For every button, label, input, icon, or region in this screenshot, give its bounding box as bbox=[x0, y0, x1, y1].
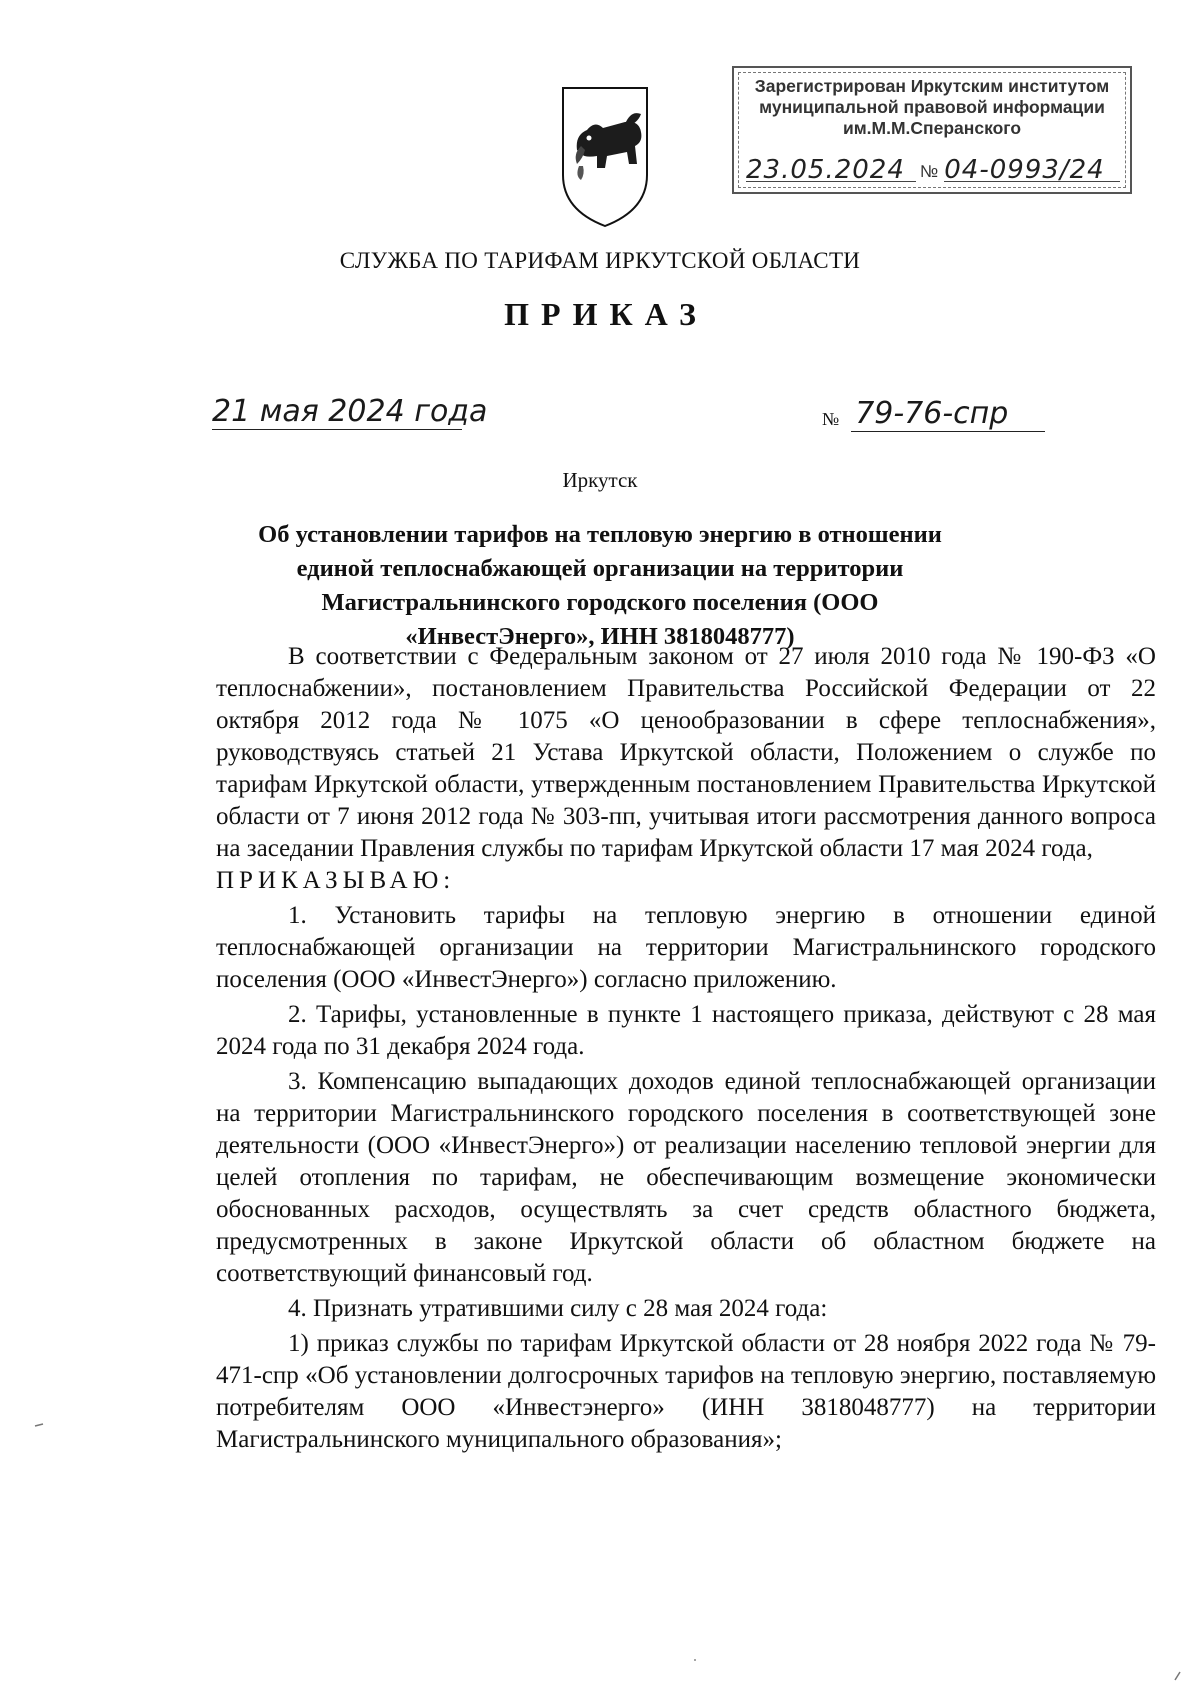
stamp-number-sign: № bbox=[920, 162, 939, 181]
order-date: 21 мая 2024 года bbox=[212, 394, 488, 429]
order-word: ПРИКАЗЫВАЮ: bbox=[216, 867, 456, 894]
stamp-line-1: Зарегистрирован Иркутским институтом bbox=[754, 76, 1110, 96]
document-body bbox=[216, 641, 1156, 1456]
registration-stamp bbox=[732, 66, 1132, 194]
stamp-registration-number: 04-0993/24 bbox=[944, 160, 1120, 182]
stamp-line-3: им.М.М.Сперанского bbox=[842, 118, 1022, 138]
irkutsk-coat-of-arms-icon bbox=[555, 80, 655, 230]
document-title: Об установлении тарифов на тепловую энергию в отношении единой теплоснабжающей организации на территории Магистральнинского городского поселения (ООО «ИнвестЭнерго», ИНН 3818048777) bbox=[258, 521, 942, 650]
order-number: 79-76-спр bbox=[851, 396, 1045, 432]
document-type-heading: ПРИКАЗ bbox=[504, 296, 708, 332]
stamp-registration-line bbox=[746, 150, 1120, 185]
body-item-2: 2. Тарифы, установленные в пункте 1 настоящего приказа, действуют с 28 мая 2024 года по 31 декабря 2024 года. bbox=[216, 1001, 1156, 1060]
preamble-paragraph: В соответствии с Федеральным законом от 27 июля 2010 года № 190-ФЗ «О теплоснабжении», постановлением Правительства Российской Федерации от 22 октября 2012 года № 1075 «О ценообразовании в сфере теплоснабжения», руководствуясь статьей 21 Устава Иркутской области, Положением о службе по тарифам Иркутской области, утвержденным постановлением Правительства Иркутской области от 7 июня 2012 года № 303-пп, учитывая итоги рассмотрения данного вопроса на заседании Правления службы по тарифам Иркутской области 17 мая 2024 года, bbox=[216, 643, 1156, 862]
body-item-4: 4. Признать утратившими силу с 28 мая 2024 года: bbox=[288, 1295, 828, 1322]
body-item-1: 1. Установить тарифы на тепловую энергию в отношении единой теплоснабжающей организации на территории Магистральнинского городского поселения (ООО «ИнвестЭнерго») согласно приложению. bbox=[216, 902, 1156, 993]
stamp-registration-date: 23.05.2024 bbox=[746, 160, 916, 182]
order-number-line bbox=[822, 396, 1045, 432]
body-item-3: 3. Компенсацию выпадающих доходов единой теплоснабжающей организации на территории Магистральнинского городского поселения в соответствующей зоне деятельности (ООО «ИнвестЭнерго») от реализации населению тепловой энергии для целей отопления по тарифам, не обеспечивающим возмещение экономически обоснованных расходов, осуществлять за счет средств областного бюджета, предусмотренных в законе Иркутской области об областном бюджете на соответствующий финансовый год. bbox=[216, 1068, 1156, 1287]
agency-name: СЛУЖБА ПО ТАРИФАМ ИРКУТСКОЙ ОБЛАСТИ bbox=[339, 248, 861, 273]
stamp-line-2: муниципальной правовой информации bbox=[759, 97, 1105, 117]
order-city: Иркутск bbox=[562, 468, 638, 492]
order-number-sign: № bbox=[822, 409, 840, 429]
body-item-4-1: 1) приказ службы по тарифам Иркутской области от 28 ноября 2022 года № 79-471-спр «Об установлении долгосрочных тарифов на тепловую энергию, поставляемую потребителям ООО «Инвестэнерго» (ИНН 3818048777) на территории Магистральнинского муниципального образования»; bbox=[216, 1330, 1156, 1453]
